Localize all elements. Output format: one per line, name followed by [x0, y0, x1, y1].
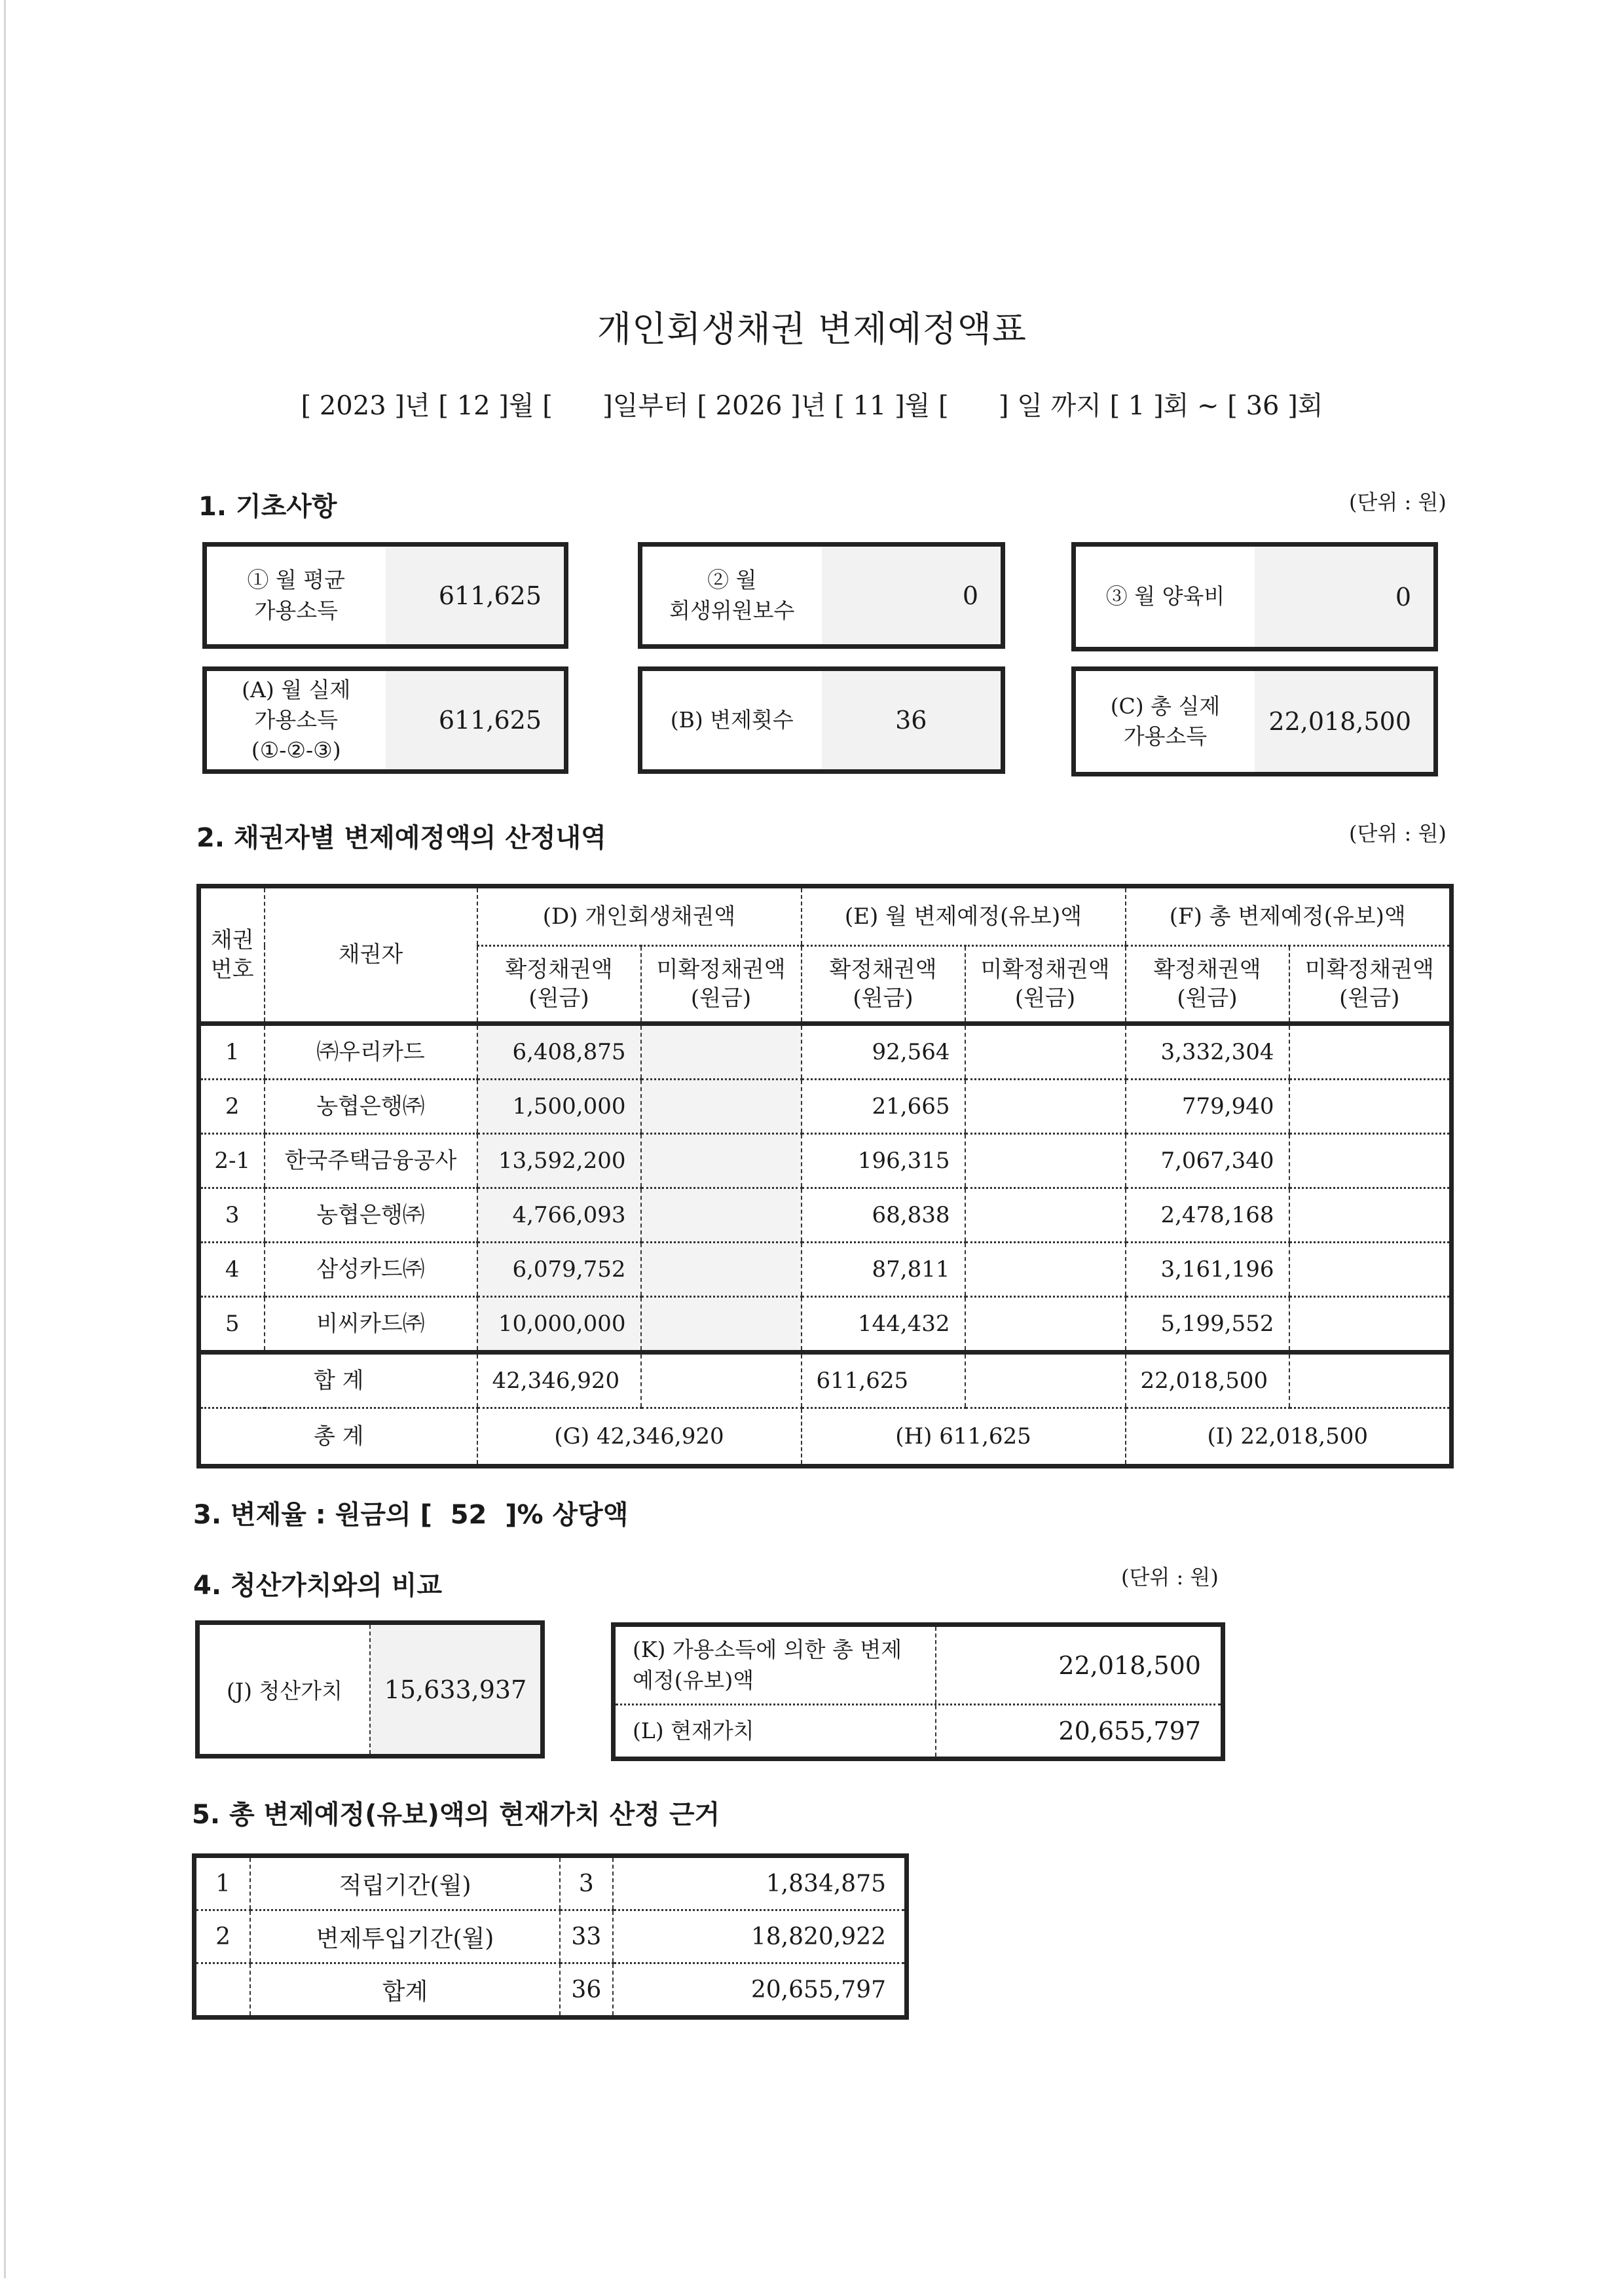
creditor-no: 4: [199, 1243, 265, 1297]
section1-unit: (단위 : 원): [1349, 490, 1447, 515]
d-unconfirmed: [641, 1188, 802, 1243]
creditor-no: 3: [199, 1188, 265, 1243]
creditor-name: 한국주택금융공사: [265, 1134, 477, 1188]
box-label: (C) 총 실제 가용소득: [1110, 693, 1221, 749]
box-trustee-fee: [638, 542, 1005, 649]
box-value: 611,625: [386, 547, 564, 644]
section4-heading: 4. 청산가치와의 비교: [193, 1571, 442, 1601]
d-unconfirmed: [641, 1297, 802, 1353]
f-confirmed: 3,332,304: [1126, 1024, 1289, 1080]
header-creditor: 채권자: [265, 886, 477, 1024]
header-e: (E) 월 변제예정(유보)액: [802, 886, 1126, 946]
d-unconfirmed: [641, 1134, 802, 1188]
subtotal-row: [199, 1353, 1452, 1408]
header-f-unconfirmed: 미확정채권액 (원금): [1289, 946, 1452, 1024]
row-amount: 18,820,922: [613, 1910, 907, 1963]
e-unconfirmed: [965, 1080, 1126, 1134]
total-g: (G) 42,346,920: [477, 1408, 802, 1467]
f-unconfirmed: [1289, 1024, 1452, 1080]
box-value: 22,018,500: [1255, 671, 1433, 772]
row-label: 합계: [250, 1963, 560, 2018]
header-creditor-no: 채권 번호: [199, 886, 265, 1024]
liquidation-label: (J) 청산가치: [200, 1625, 371, 1754]
total-repayment-value: 22,018,500: [1058, 1650, 1201, 1680]
row-label: 적립기간(월): [250, 1856, 560, 1910]
d-confirmed: 4,766,093: [477, 1188, 641, 1243]
repayment-period: [ 2023 ]년 [ 12 ]월 [ ]일부터 [ 2026 ]년 [ 11 ]월 [ ] 일 까지 [ 1 ]회 ~ [ 36 ]회: [301, 391, 1323, 421]
row-label: 변제투입기간(월): [250, 1910, 560, 1963]
box-total-actual-income: [1071, 666, 1438, 776]
f-unconfirmed: [1289, 1297, 1452, 1353]
header-f: (F) 총 변제예정(유보)액: [1126, 886, 1452, 946]
table-row: [199, 1024, 1452, 1080]
f-confirmed: 3,161,196: [1126, 1243, 1289, 1297]
e-confirmed: 144,432: [802, 1297, 965, 1353]
subtotal-f-unconfirmed: [1289, 1353, 1452, 1408]
table-row: [199, 1080, 1452, 1134]
d-confirmed: 13,592,200: [477, 1134, 641, 1188]
d-unconfirmed: [641, 1243, 802, 1297]
section5-heading: 5. 총 변제예정(유보)액의 현재가치 산정 근거: [192, 1800, 720, 1830]
box-label: ① 월 평균 가용소득: [247, 567, 346, 623]
box-value: 36: [822, 671, 1001, 769]
total-repayment-label: (K) 가용소득에 의한 총 변제 예정(유보)액: [616, 1627, 936, 1704]
d-confirmed: 6,408,875: [477, 1024, 641, 1080]
row-months: 36: [560, 1963, 613, 2018]
present-value-value: 20,655,797: [1058, 1717, 1201, 1745]
box-value: 0: [1255, 547, 1433, 647]
subtotal-d-unconfirmed: [641, 1353, 802, 1408]
section2-heading: 2. 채권자별 변제예정액의 산정내역: [196, 823, 606, 853]
e-unconfirmed: [965, 1243, 1126, 1297]
d-confirmed: 6,079,752: [477, 1243, 641, 1297]
section3-heading: 3. 변제율 : 원금의 [ 52 ]% 상당액: [193, 1500, 629, 1530]
f-unconfirmed: [1289, 1243, 1452, 1297]
total-label: 총 계: [199, 1408, 477, 1467]
section1-heading: 1. 기초사항: [198, 492, 337, 522]
row-months: 3: [560, 1856, 613, 1910]
header-d-confirmed: 확정채권액 (원금): [477, 946, 641, 1024]
f-confirmed: 7,067,340: [1126, 1134, 1289, 1188]
repayment-comparison-box: [611, 1622, 1225, 1761]
subtotal-d: 42,346,920: [477, 1353, 641, 1408]
d-confirmed: 10,000,000: [477, 1297, 641, 1353]
f-confirmed: 779,940: [1126, 1080, 1289, 1134]
e-confirmed: 92,564: [802, 1024, 965, 1080]
box-value: 0: [822, 547, 1001, 644]
table-row-total: [194, 1963, 907, 2018]
row-amount: 20,655,797: [613, 1963, 907, 2018]
f-unconfirmed: [1289, 1188, 1452, 1243]
e-confirmed: 68,838: [802, 1188, 965, 1243]
creditor-name: ㈜우리카드: [265, 1024, 477, 1080]
f-unconfirmed: [1289, 1080, 1452, 1134]
row-no: [194, 1963, 251, 2018]
liquidation-value-box: [195, 1620, 545, 1758]
creditor-repayment-table: [196, 884, 1454, 1468]
f-confirmed: 2,478,168: [1126, 1188, 1289, 1243]
section4-unit: (단위 : 원): [1121, 1565, 1219, 1590]
box-monthly-avg-income: [202, 542, 568, 649]
subtotal-e-unconfirmed: [965, 1353, 1126, 1408]
f-confirmed: 5,199,552: [1126, 1297, 1289, 1353]
header-d-unconfirmed: 미확정채권액 (원금): [641, 946, 802, 1024]
subtotal-label: 합 계: [199, 1353, 477, 1408]
table-row: [199, 1297, 1452, 1353]
header-d: (D) 개인회생채권액: [477, 886, 802, 946]
document-title: 개인회생채권 변제예정액표: [597, 308, 1027, 350]
box-label: ③ 월 양육비: [1105, 583, 1225, 610]
row-months: 33: [560, 1910, 613, 1963]
row-no: 1: [194, 1856, 251, 1910]
creditor-no: 2-1: [199, 1134, 265, 1188]
total-h: (H) 611,625: [802, 1408, 1126, 1467]
creditor-no: 2: [199, 1080, 265, 1134]
e-unconfirmed: [965, 1188, 1126, 1243]
row-amount: 1,834,875: [613, 1856, 907, 1910]
table-row: [194, 1910, 907, 1963]
header-e-confirmed: 확정채권액 (원금): [802, 946, 965, 1024]
e-confirmed: 21,665: [802, 1080, 965, 1134]
box-label: (B) 변제횟수: [670, 706, 794, 733]
creditor-name: 농협은행㈜: [265, 1080, 477, 1134]
comparison-row-k: [616, 1627, 1221, 1705]
e-confirmed: 87,811: [802, 1243, 965, 1297]
creditor-name: 비씨카드㈜: [265, 1297, 477, 1353]
box-label: (A) 월 실제 가용소득 (①-②-③): [242, 676, 351, 763]
table-row: [199, 1134, 1452, 1188]
creditor-no: 5: [199, 1297, 265, 1353]
header-e-unconfirmed: 미확정채권액 (원금): [965, 946, 1126, 1024]
box-repayment-count: [638, 666, 1005, 774]
subtotal-e: 611,625: [802, 1353, 965, 1408]
comparison-row-l: [616, 1705, 1221, 1757]
e-unconfirmed: [965, 1297, 1126, 1353]
creditor-no: 1: [199, 1024, 265, 1080]
creditor-name: 삼성카드㈜: [265, 1243, 477, 1297]
d-unconfirmed: [641, 1080, 802, 1134]
total-i: (I) 22,018,500: [1126, 1408, 1452, 1467]
table-row: [199, 1243, 1452, 1297]
e-unconfirmed: [965, 1134, 1126, 1188]
box-actual-income: [202, 666, 568, 774]
d-unconfirmed: [641, 1024, 802, 1080]
d-confirmed: 1,500,000: [477, 1080, 641, 1134]
table-row: [199, 1188, 1452, 1243]
section2-unit: (단위 : 원): [1349, 821, 1447, 846]
table-row: [194, 1856, 907, 1910]
liquidation-value: 15,633,937: [371, 1625, 540, 1754]
box-label: ② 월 회생위원보수: [669, 567, 795, 623]
box-value: 611,625: [386, 671, 564, 769]
present-value-basis-table: [192, 1853, 909, 2020]
box-child-support: [1071, 542, 1438, 651]
e-unconfirmed: [965, 1024, 1126, 1080]
present-value-label: (L) 현재가치: [616, 1705, 936, 1757]
creditor-name: 농협은행㈜: [265, 1188, 477, 1243]
header-f-confirmed: 확정채권액 (원금): [1126, 946, 1289, 1024]
row-no: 2: [194, 1910, 251, 1963]
e-confirmed: 196,315: [802, 1134, 965, 1188]
grand-total-row: [199, 1408, 1452, 1467]
f-unconfirmed: [1289, 1134, 1452, 1188]
subtotal-f: 22,018,500: [1126, 1353, 1289, 1408]
